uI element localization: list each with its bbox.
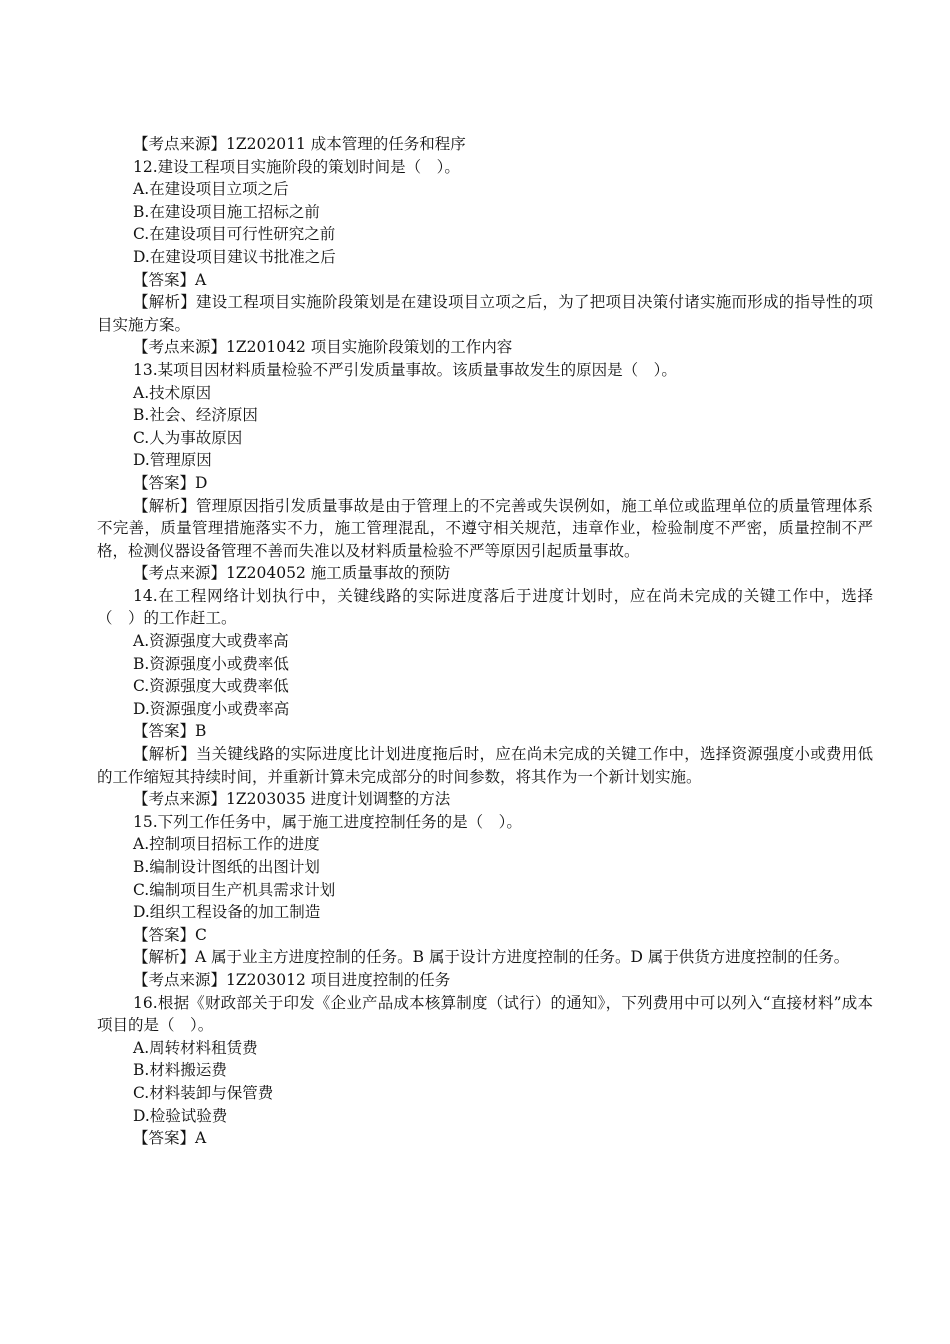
option-a: A.控制项目招标工作的进度 bbox=[133, 835, 320, 854]
source-line: 【考点来源】1Z204052 施工质量事故的预防 bbox=[133, 564, 451, 583]
option-d: D.组织工程设备的加工制造 bbox=[133, 903, 321, 922]
question-15: 15.下列工作任务中，属于施工进度控制任务的是（ ）。 bbox=[133, 812, 522, 831]
question-13: 13.某项目因材料质量检验不严引发质量事故。该质量事故发生的原因是（ ）。 bbox=[133, 360, 677, 379]
option-c: C.编制项目生产机具需求计划 bbox=[133, 880, 336, 899]
answer-line: 【答案】C bbox=[133, 925, 207, 944]
source-line: 【考点来源】1Z201042 项目实施阶段策划的工作内容 bbox=[133, 338, 513, 357]
option-b: B.社会、经济原因 bbox=[133, 406, 258, 425]
option-c: C.人为事故原因 bbox=[133, 428, 243, 447]
answer-line: 【答案】A bbox=[133, 270, 207, 289]
option-b: B.在建设项目施工招标之前 bbox=[133, 202, 320, 221]
option-c: C.在建设项目可行性研究之前 bbox=[133, 225, 336, 244]
question-16: 16.根据《财政部关于印发《企业产品成本核算制度（试行）的通知》，下列费用中可以列入“直接材料”成本项目的是（ ）。 bbox=[97, 993, 873, 1035]
analysis-paragraph: 【解析】当关键线路的实际进度比计划进度拖后时，应在尚未完成的关键工作中，选择资源强度小或费用低的工作缩短其持续时间，并重新计算未完成部分的时间参数，将其作为一个新计划实施。 bbox=[97, 745, 873, 786]
question-12: 12.建设工程项目实施阶段的策划时间是（ ）。 bbox=[133, 157, 460, 176]
option-b: B.材料搬运费 bbox=[133, 1061, 227, 1080]
document-page bbox=[97, 133, 873, 1150]
option-d: D.资源强度小或费率高 bbox=[133, 699, 290, 718]
option-b: B.编制设计图纸的出图计划 bbox=[133, 858, 320, 876]
analysis-paragraph: 【解析】建设工程项目实施阶段策划是在建设项目立项之后，为了把项目决策付诸实施而形成的指导性的项目实施方案。 bbox=[97, 293, 873, 334]
answer-line: 【答案】D bbox=[133, 473, 208, 492]
option-b: B.资源强度小或费率低 bbox=[133, 654, 289, 673]
source-line: 【考点来源】1Z203012 项目进度控制的任务 bbox=[133, 970, 451, 989]
source-line: 【考点来源】1Z203035 进度计划调整的方法 bbox=[133, 790, 451, 809]
option-d: D.管理原因 bbox=[133, 451, 212, 470]
source-line: 【考点来源】1Z202011 成本管理的任务和程序 bbox=[133, 135, 466, 153]
option-a: A.在建设项目立项之后 bbox=[133, 180, 289, 199]
option-d: D.检验试验费 bbox=[133, 1106, 228, 1125]
option-a: A.技术原因 bbox=[133, 383, 212, 402]
answer-line: 【答案】B bbox=[133, 722, 207, 741]
option-a: A.资源强度大或费率高 bbox=[133, 632, 289, 651]
question-14: 14.在工程网络计划执行中，关键线路的实际进度落后于进度计划时，应在尚未完成的关键工作中，选择（ ）的工作赶工。 bbox=[97, 586, 873, 628]
option-c: C.资源强度大或费率低 bbox=[133, 677, 289, 696]
option-a: A.周转材料租赁费 bbox=[133, 1038, 258, 1057]
answer-line: 【答案】A bbox=[133, 1129, 207, 1148]
option-c: C.材料装卸与保管费 bbox=[133, 1083, 274, 1102]
analysis-paragraph: 【解析】管理原因指引发质量事故是由于管理上的不完善或失误例如，施工单位或监理单位的质量管理体系不完善，质量管理措施落实不力，施工管理混乱，不遵守相关规范，违章作业，检验制度不严密，质量控制不严格，检测仪器设备管理不善而失准以及材料质量检验不严等原因引起质量事故。 bbox=[97, 496, 873, 560]
option-d: D.在建设项目建议书批准之后 bbox=[133, 247, 336, 266]
analysis-paragraph: 【解析】A 属于业主方进度控制的任务。B 属于设计方进度控制的任务。D 属于供货方进度控制的任务。 bbox=[133, 948, 850, 967]
